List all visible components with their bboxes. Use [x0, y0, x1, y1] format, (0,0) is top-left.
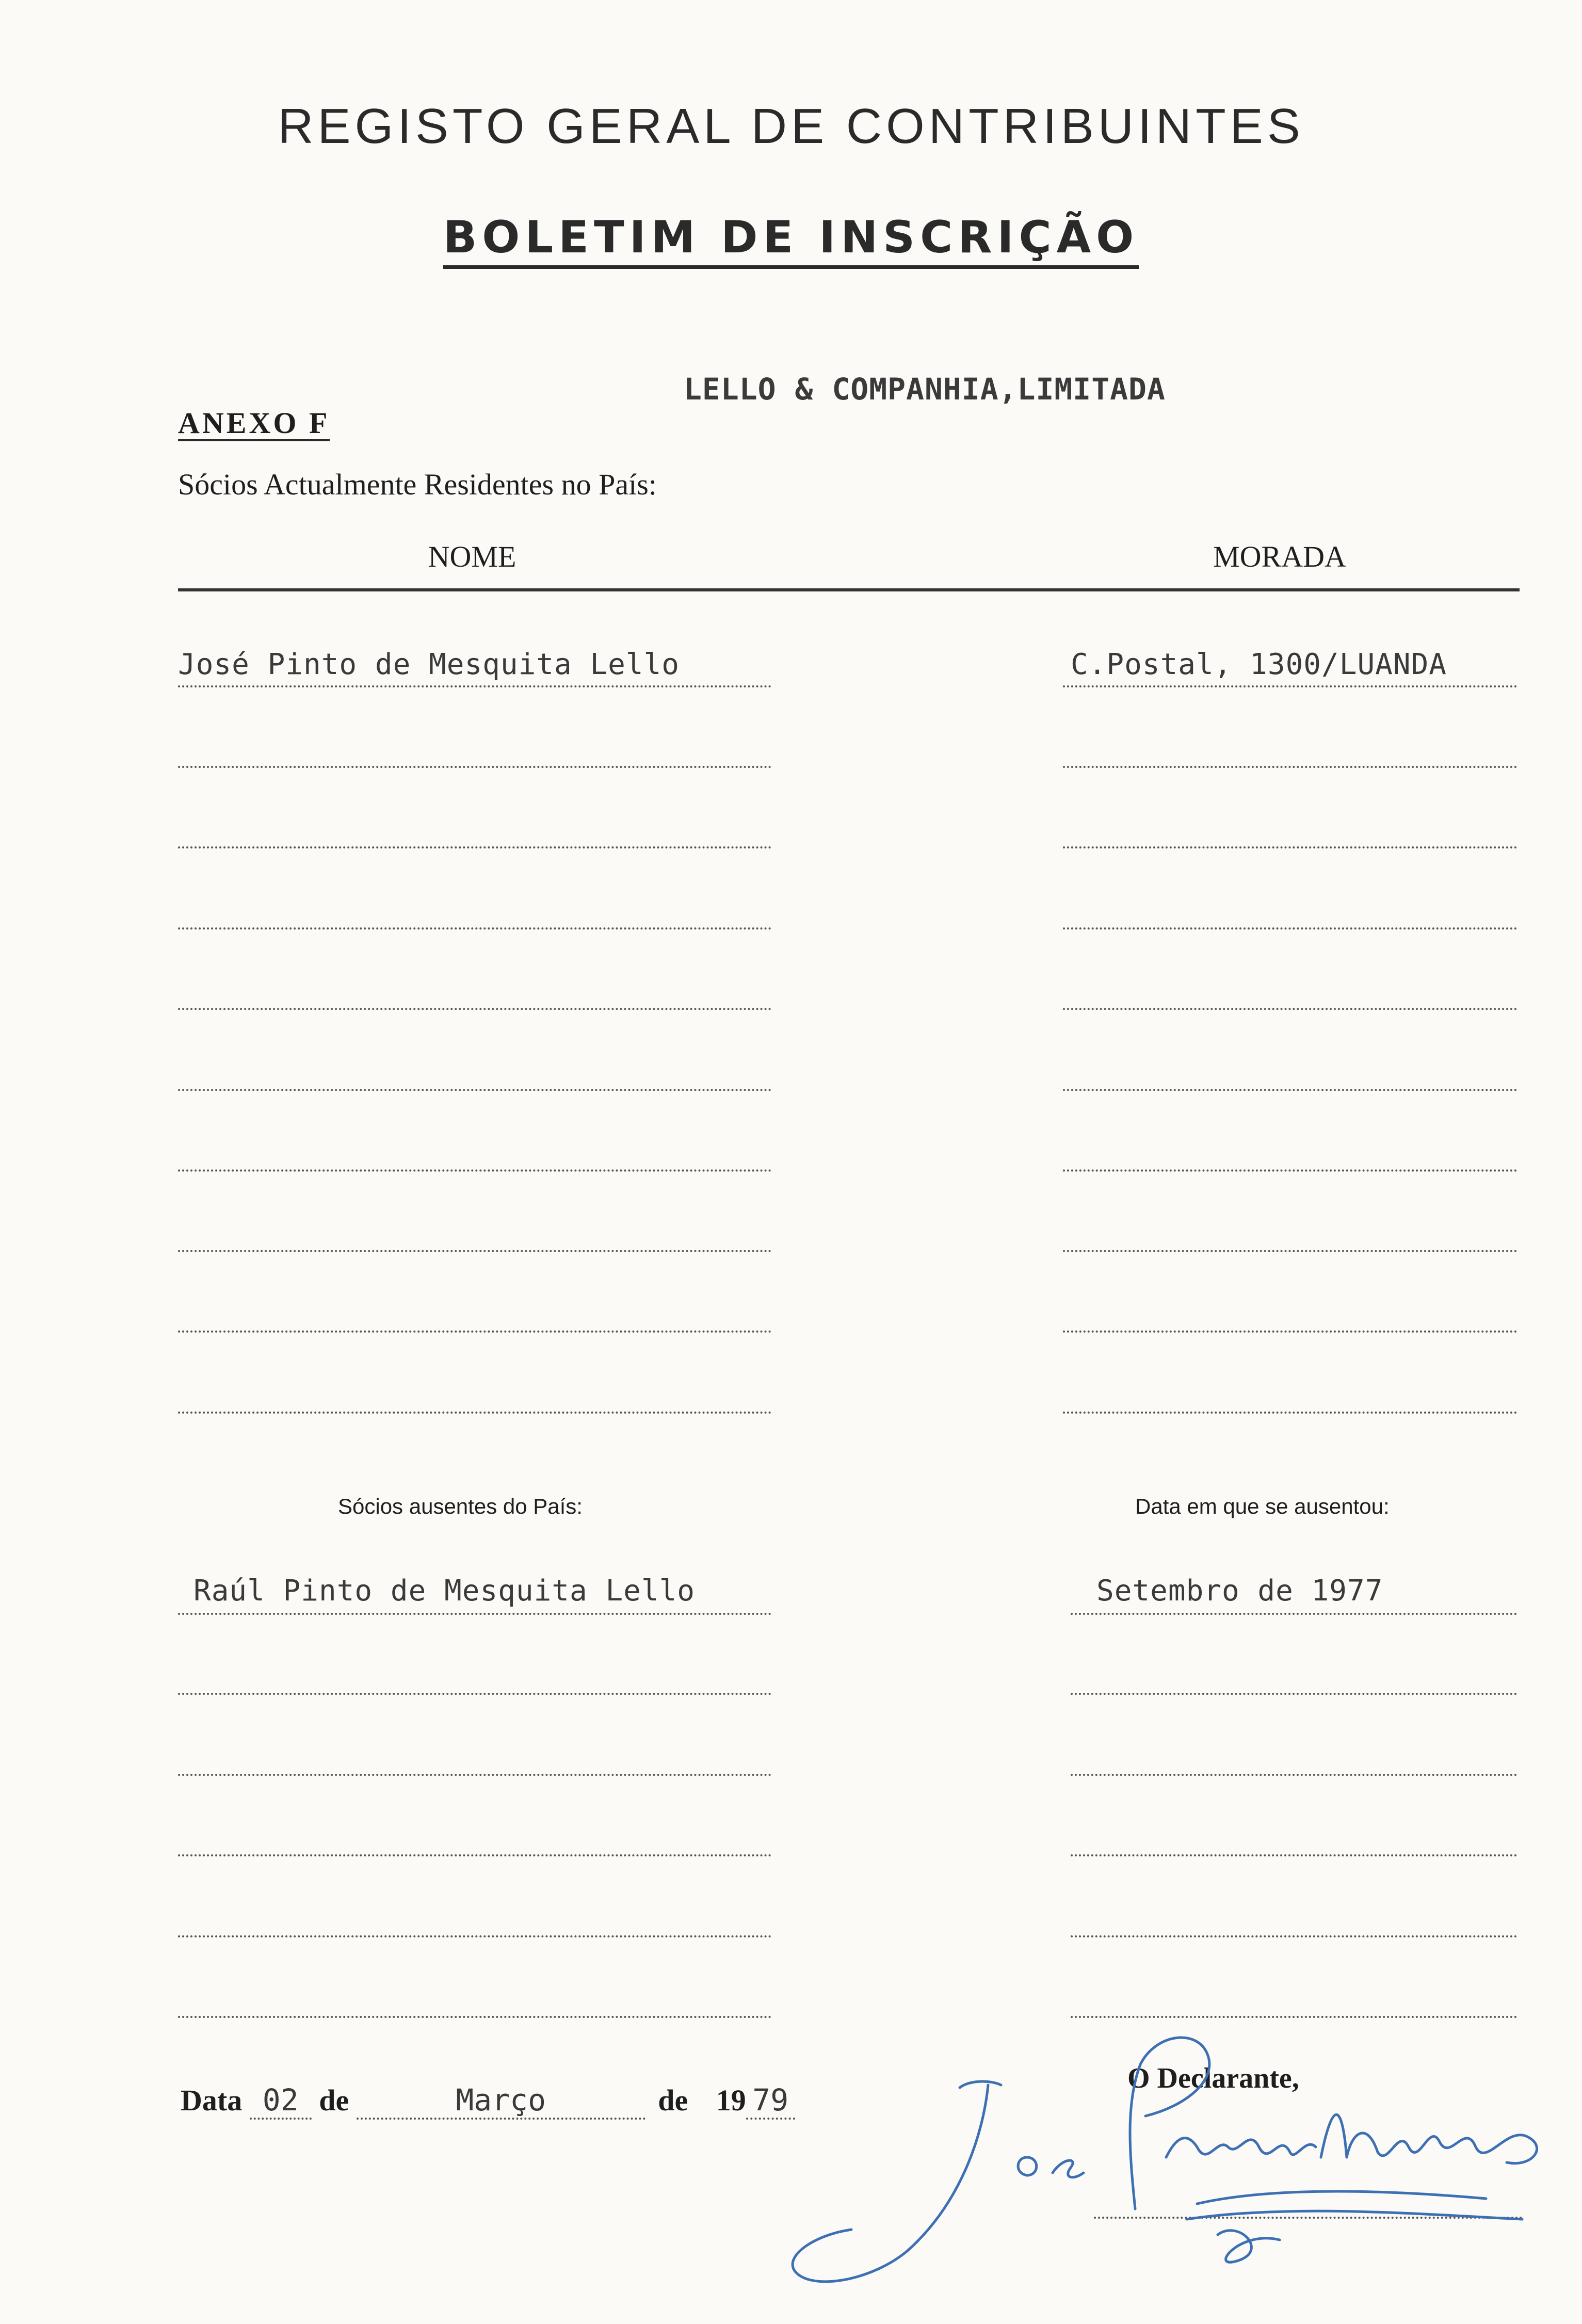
- absent-name-line: [178, 1613, 771, 1615]
- date-month: Março: [357, 2082, 645, 2120]
- absent-date-header: Data em que se ausentou:: [1135, 1494, 1390, 1518]
- date-de-1: de: [319, 2083, 349, 2117]
- absent-section-label: Sócios ausentes do País:: [338, 1494, 583, 1518]
- absent-date-line: [1071, 1774, 1517, 1776]
- header-rule: [178, 588, 1520, 591]
- resident-address-line: [1063, 1412, 1517, 1414]
- resident-address-line: [1063, 1250, 1517, 1252]
- resident-address-line: [1063, 1169, 1517, 1172]
- resident-address-line: [1063, 685, 1517, 687]
- resident-address-line: [1063, 1331, 1517, 1333]
- resident-name-1: José Pinto de Mesquita Lello: [178, 648, 680, 681]
- resident-address-line: [1063, 846, 1517, 848]
- resident-name-line: [178, 846, 771, 848]
- date-year-suffix: 79: [746, 2082, 795, 2120]
- absent-date-line: [1071, 1935, 1517, 1937]
- absent-date-line: [1071, 1854, 1517, 1856]
- resident-address-line: [1063, 1089, 1517, 1091]
- absent-name-line: [178, 1935, 771, 1937]
- absent-name-line: [178, 1693, 771, 1695]
- resident-address-1: C.Postal, 1300/LUANDA: [1071, 648, 1447, 681]
- resident-name-line: [178, 1008, 771, 1010]
- resident-name-line: [178, 766, 771, 768]
- absent-name-line: [178, 2016, 771, 2018]
- resident-name-line: [178, 1089, 771, 1091]
- date-de-2: de: [658, 2083, 688, 2117]
- form-title: BOLETIM DE INSCRIÇÃO: [443, 212, 1139, 269]
- absent-name-line: [178, 1774, 771, 1776]
- annex-label: ANEXO F: [178, 408, 330, 441]
- resident-name-line: [178, 1250, 771, 1252]
- absent-name-line: [178, 1854, 771, 1856]
- resident-address-line: [1063, 927, 1517, 929]
- date-year-prefix: 19: [716, 2083, 746, 2117]
- date-label: Data: [181, 2083, 243, 2117]
- declaration-date: [181, 2082, 795, 2120]
- resident-address-line: [1063, 766, 1517, 768]
- date-day: 02: [250, 2082, 312, 2120]
- resident-name-line: [178, 927, 771, 929]
- resident-name-line: [178, 1169, 771, 1172]
- resident-name-line: [178, 685, 771, 687]
- resident-name-line: [178, 1412, 771, 1414]
- handwritten-signature: [774, 2002, 1558, 2291]
- company-name: LELLO & COMPANHIA,LIMITADA: [684, 372, 1166, 407]
- form-title-wrap: [0, 212, 1582, 269]
- column-header-address: MORADA: [1213, 540, 1346, 573]
- column-header-name: NOME: [428, 540, 516, 573]
- declarant-label: O Declarante,: [1127, 2062, 1299, 2094]
- absent-date-1: Setembro de 1977: [1096, 1574, 1383, 1608]
- absent-date-line: [1071, 1693, 1517, 1695]
- absent-name-1: Raúl Pinto de Mesquita Lello: [193, 1574, 696, 1608]
- resident-section-label: Sócios Actualmente Residentes no País:: [178, 468, 657, 501]
- absent-date-line: [1071, 1613, 1517, 1615]
- resident-address-line: [1063, 1008, 1517, 1010]
- resident-name-line: [178, 1331, 771, 1333]
- registry-title: REGISTO GERAL DE CONTRIBUINTES: [278, 99, 1304, 154]
